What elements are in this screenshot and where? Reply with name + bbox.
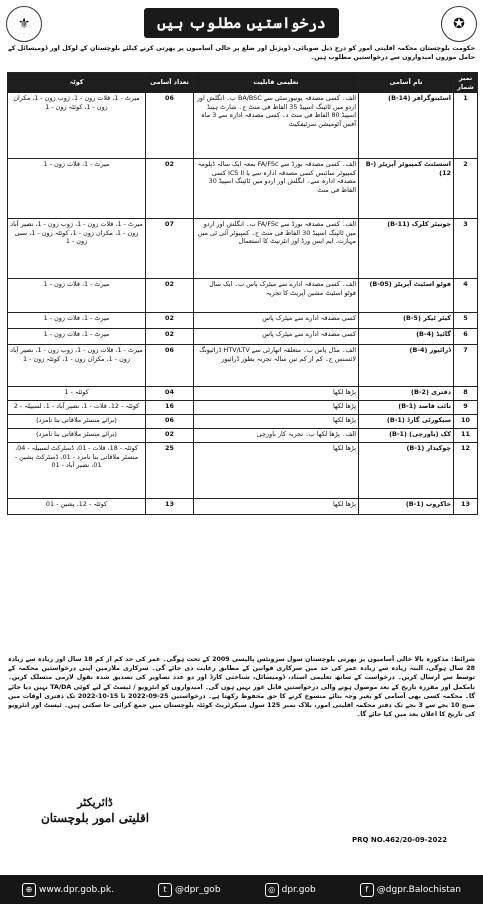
- post-count: 02: [146, 159, 194, 219]
- table-row: [8, 443, 478, 499]
- post-name: کیئر ٹیکر (B-5): [359, 313, 454, 329]
- col-num-header: نمبر شمار: [454, 73, 478, 93]
- post-name: کک (باورچی) (B-1): [359, 429, 454, 443]
- post-name: ڈرائیور (B-4): [359, 345, 454, 387]
- qualification: الف۔ کسی مصدقہ بورڈ سے FA/FSc ب۔ انگلش اور اردو میں ٹائپنگ اسپیڈ 30 الفاظ فی منٹ ج۔ کمپیوٹر آئی ٹی میں مہارت، ایم ایس ورڈ اور انٹرنیٹ کا استعمال: [194, 219, 359, 279]
- row-number: 3: [454, 219, 478, 279]
- footer-link-globe[interactable]: [22, 883, 114, 897]
- quota: میرٹ - 1، قلات زون - 1، ژوب زون - 1، نصیر آباد زون - 1، مکران زون - 1، کوئٹہ زون - 1: [8, 345, 146, 387]
- row-number: 6: [454, 329, 478, 345]
- post-name: گائیڈ (B-4): [359, 329, 454, 345]
- footer-link-twitter[interactable]: [158, 883, 221, 897]
- post-name: سیکورٹی گارڈ (B-1): [359, 415, 454, 429]
- col-count-header: تعداد آسامی: [146, 73, 194, 93]
- post-count: 07: [146, 219, 194, 279]
- post-name: نائب قاصد (B-1): [359, 401, 454, 415]
- col-qual-header: تعلیمی قابلیت: [194, 73, 359, 93]
- signature-block: [30, 796, 160, 826]
- table-row: [8, 499, 478, 515]
- qualification: الف۔ کسی مصدقہ یونیورسٹی سے BA/BSC ب۔ انگلش اور اردو میں ٹائپنگ اسپیڈ 35 الفاظ فی منٹ ج۔ شارٹ ہینڈ اسپیڈ 80 الفاظ فی منٹ د۔ کسی مصدقہ ادارہ سے 3 ماہ آفس آٹومیشن سرٹیفکیٹ: [194, 93, 359, 159]
- terms-conditions: شرائط: مذکورہ بالا خالی آسامیوں پر بھرتی بلوچستان سول سرونٹس پالیسی 2009 کے تحت ہوگی۔ عمر کی حد کم از کم 18 سال اور زیادہ سے زیادہ 28 سال ہوگی، البتہ زیادہ سے زیادہ عمر کی حد میں سرکاری قوانین کے مطابق رعایت دی جائے گی۔ سرکاری ملازمین اپنی درخواستیں محکمہ کے توسط سے ارسال کریں۔ درخواست کے ساتھ تعلیمی اسناد، ڈومیسائل، شناختی کارڈ اور دو عدد تصاویر کی تصدیق شدہ نقول لازمی منسلک کریں۔ نامکمل اور مقررہ تاریخ کے بعد موصول ہونے والی درخواستیں قابل غور نہیں ہوں گی۔ امیدواروں کو انٹرویو / ٹیسٹ کے لیے کوئی TA/DA نہیں دیا جائے گا۔ محکمہ کسی بھی آسامی کو بغیر وجہ بتائے منسوخ کرنے کا حق محفوظ رکھتا ہے۔ درخواستیں 25-09-2022 تا 15-10-2022 تک دفتری اوقات میں صبح 10 بجے سے 3 بجے تک دفتر محکمہ اقلیتی امور، بلاک نمبر 125 سول سیکرٹریٹ کوئٹہ بلوچستان میں جمع کرائی جا سکتی ہیں۔ ٹیسٹ اور انٹرویو کی تاریخ کا اعلان بعد میں کیا جائے گا۔: [8, 656, 475, 719]
- row-number: 10: [454, 415, 478, 429]
- post-count: 02: [146, 279, 194, 313]
- table-row: [8, 279, 478, 313]
- table-row: [8, 159, 478, 219]
- table-row: [8, 219, 478, 279]
- table-row: [8, 329, 478, 345]
- table-row: [8, 345, 478, 387]
- qualification: کسی مصدقہ ادارے سے میٹرک پاس: [194, 329, 359, 345]
- post-count: 02: [146, 429, 194, 443]
- post-count: 13: [146, 499, 194, 515]
- post-name: خاکروب (B-1): [359, 499, 454, 515]
- intro-text: حکومت بلوچستان محکمہ اقلیتی امور کو درج ذیل صوبائی، ڈویژنل اور ضلع پر خالی آسامیوں پر بھرتی کرنے کیلئے بلوچستان کے لوکل اور ڈومیسائل کے حامل موزوں امیدواروں سے درخواستیں مطلوب ہیں۔: [8, 45, 475, 61]
- row-number: 12: [454, 443, 478, 499]
- footer-link-instagram[interactable]: [265, 883, 316, 897]
- post-count: 25: [146, 443, 194, 499]
- quota: کوئٹہ - 12، پشین - 01: [8, 499, 146, 515]
- footer-link-label: @dgpr.Balochistan: [376, 884, 461, 895]
- header: [4, 4, 479, 44]
- footer-link-label: @dpr_gob: [174, 884, 221, 895]
- footer-bar: [0, 875, 483, 904]
- row-number: 5: [454, 313, 478, 329]
- facebook-icon: f: [360, 883, 374, 897]
- post-name: اسسٹنٹ کمپیوٹر آپریٹر (B-12): [359, 159, 454, 219]
- col-post-header: نام آسامی: [359, 73, 454, 93]
- twitter-icon: t: [158, 883, 172, 897]
- quota: (برائے منسٹر ملاقاتی بنا نامزد): [8, 415, 146, 429]
- signature-office: اقلیتی امور بلوچستان: [40, 811, 150, 825]
- post-count: 06: [146, 93, 194, 159]
- post-name: دفتری (B-2): [359, 387, 454, 401]
- signature-title: ڈائریکٹر: [77, 796, 113, 809]
- post-name: چوکیدار (B-1): [359, 443, 454, 499]
- row-number: 11: [454, 429, 478, 443]
- row-number: 4: [454, 279, 478, 313]
- row-number: 9: [454, 401, 478, 415]
- table-row: [8, 401, 478, 415]
- quota: کوئٹہ - 1: [8, 387, 146, 401]
- qualification: الف۔ مڈل پاس ب۔ متعلقہ اتھارٹی سے HTV/LTV ڈرائیونگ لائسنس ج۔ کم از کم تین سالہ تجربہ بطور ڈرائیور: [194, 345, 359, 387]
- quota: میرٹ - 1، قلات زون - 1: [8, 159, 146, 219]
- post-count: 06: [146, 345, 194, 387]
- table-row: [8, 313, 478, 329]
- row-number: 13: [454, 499, 478, 515]
- row-number: 7: [454, 345, 478, 387]
- col-quota-header: کوٹہ: [8, 73, 146, 93]
- post-count: 02: [146, 313, 194, 329]
- quota: میرٹ - 1، قلات زون - 1: [8, 279, 146, 313]
- post-name: فوٹو اسٹیٹ آپریٹر (B-05): [359, 279, 454, 313]
- post-name: اسٹینوگرافر (B-14): [359, 93, 454, 159]
- post-count: 16: [146, 401, 194, 415]
- globe-icon: ⊕: [22, 883, 36, 897]
- row-number: 8: [454, 387, 478, 401]
- qualification: پڑھا لکھا: [194, 443, 359, 499]
- quota: میرٹ - 1، قلات زون - 1: [8, 329, 146, 345]
- govt-emblem-icon: ⚜: [6, 6, 42, 42]
- post-name: جونیئر کلرک (B-11): [359, 219, 454, 279]
- qualification: کسی مصدقہ ادارے سے میٹرک پاس: [194, 313, 359, 329]
- quota: کوئٹہ - 12، قلات - 1، نصیر آباد - 1، لسبیلہ - 2: [8, 401, 146, 415]
- qualification: پڑھا لکھا: [194, 499, 359, 515]
- table-row: [8, 429, 478, 443]
- quota: کوئٹہ - 18، قلات - 01، ڈسٹرکٹ لسبیلہ - 04، منسٹر ملاقاتی بنا نامزد - 01، ڈسٹرکٹ پشین - 01، نصیر آباد - 01: [8, 443, 146, 499]
- qualification: پڑھا لکھا: [194, 415, 359, 429]
- table-row: [8, 93, 478, 159]
- qualification: الف۔ پڑھا لکھا ب۔ تجربہ کار باورچی: [194, 429, 359, 443]
- post-count: 04: [146, 387, 194, 401]
- prq-number: PRQ NO.462/20-09-2022: [352, 836, 448, 844]
- table-header-row: [8, 73, 478, 93]
- footer-link-label: dpr.gob: [281, 884, 316, 895]
- footer-link-label: www.dpr.gob.pk.: [39, 884, 114, 895]
- table-row: [8, 415, 478, 429]
- table-row: [8, 387, 478, 401]
- row-number: 2: [454, 159, 478, 219]
- balochistan-seal-icon: ✪: [441, 6, 477, 42]
- quota: میرٹ - 1، قلات زون - 1، ژوب زون - 1، مکران زون - 1، کوئٹہ زون - 1: [8, 93, 146, 159]
- quota: میرٹ - 1، قلات زون - 1: [8, 313, 146, 329]
- post-count: 06: [146, 415, 194, 429]
- qualification: پڑھا لکھا: [194, 387, 359, 401]
- vacancies-table: [7, 72, 478, 515]
- ad-title: درخواستیں مطلوب ہیں: [144, 8, 339, 38]
- row-number: 1: [454, 93, 478, 159]
- footer-link-facebook[interactable]: [360, 883, 461, 897]
- instagram-icon: ◎: [265, 883, 279, 897]
- quota: میرٹ - 1، قلات زون - 1، ژوب زون - 1، نصیر آباد زون - 1، مکران زون - 1، کوئٹہ زون - 1، سبی زون - 1: [8, 219, 146, 279]
- qualification: الف۔ کسی مصدقہ ادارے سے میٹرک پاس ب۔ ایک سال فوٹو اسٹیٹ مشین آپریٹ کا تجربہ: [194, 279, 359, 313]
- qualification: الف۔ کسی مصدقہ بورڈ سے FA/FSc بمعہ ایک سالہ ڈپلومہ کمپیوٹر سائنس کسی مصدقہ ادارہ سے یا ICS II کسی مصدقہ ادارہ سے۔ انگلش اور اردو میں ٹائپنگ اسپیڈ 30 الفاظ فی منٹ: [194, 159, 359, 219]
- qualification: پڑھا لکھا: [194, 401, 359, 415]
- post-count: 02: [146, 329, 194, 345]
- quota: (برائے منسٹر ملاقاتی بنا نامزد): [8, 429, 146, 443]
